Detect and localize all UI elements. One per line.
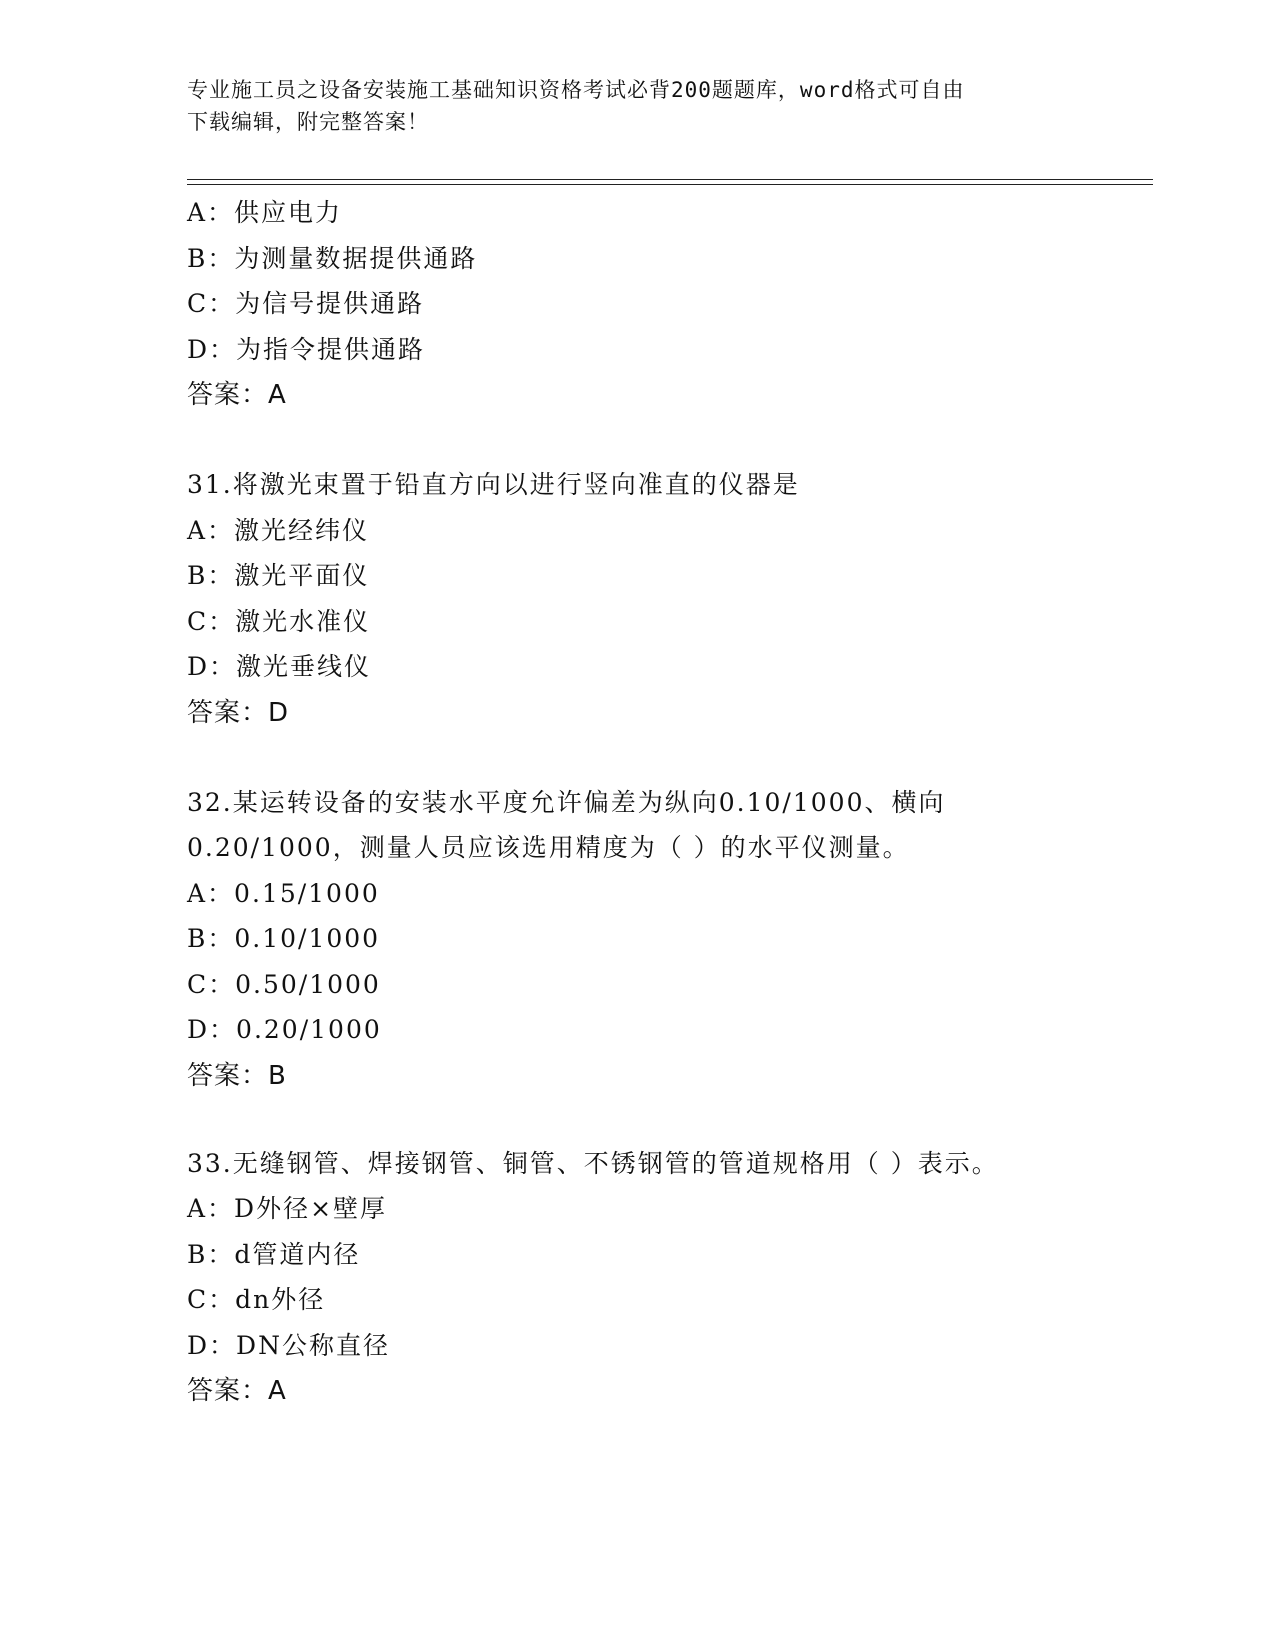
question-block-32 [187, 780, 1153, 1099]
block-spacer [187, 418, 1153, 462]
option-d: D：激光垂线仪 [187, 652, 372, 681]
option-b: B：激光平面仪 [187, 561, 370, 590]
header-line-1: 专业施工员之设备安装施工基础知识资格考试必背200题题库，word格式可自由 [187, 78, 965, 102]
option-b: B：0.10/1000 [187, 924, 381, 953]
question-text: 33.无缝钢管、焊接钢管、铜管、不锈钢管的管道规格用（ ）表示。 [187, 1148, 999, 1178]
question-text: 31.将激光束置于铅直方向以进行竖向准直的仪器是 [187, 470, 800, 499]
question-text-line-1: 32.某运转设备的安装水平度允许偏差为纵向0.10/1000、横向 [187, 787, 946, 817]
document-header [187, 74, 1067, 138]
header-divider-bottom [187, 184, 1153, 185]
question-block-31 [187, 462, 1153, 736]
question-block-33 [187, 1141, 1153, 1415]
block-spacer [187, 1099, 1153, 1141]
block-spacer [187, 736, 1153, 780]
option-d: D：为指令提供通路 [187, 334, 426, 364]
option-d: D：0.20/1000 [187, 1015, 382, 1044]
option-c: C：激光水准仪 [187, 606, 371, 636]
answer-line: 答案：A [187, 380, 287, 410]
header-line-2: 下载编辑，附完整答案！ [187, 110, 429, 134]
option-c: C：dn外径 [187, 1285, 326, 1314]
option-d: D：DN公称直径 [187, 1330, 390, 1360]
answer-line: 答案：D [187, 697, 290, 728]
question-block-30 [187, 190, 1153, 418]
question-list [187, 190, 1153, 1414]
option-a: A：D外径×壁厚 [187, 1194, 388, 1223]
option-b: B：为测量数据提供通路 [187, 243, 478, 273]
option-a: A：供应电力 [187, 198, 343, 227]
option-c: C：0.50/1000 [187, 969, 381, 999]
option-a: A：0.15/1000 [187, 878, 380, 908]
header-divider-top [187, 179, 1153, 180]
option-b: B：d管道内径 [187, 1239, 361, 1269]
answer-line: 答案：A [187, 1376, 287, 1406]
option-c: C：为信号提供通路 [187, 289, 425, 318]
answer-line: 答案：B [187, 1060, 287, 1091]
question-text-line-2: 0.20/1000，测量人员应该选用精度为（ ）的水平仪测量。 [187, 833, 910, 862]
option-a: A：激光经纬仪 [187, 515, 370, 545]
